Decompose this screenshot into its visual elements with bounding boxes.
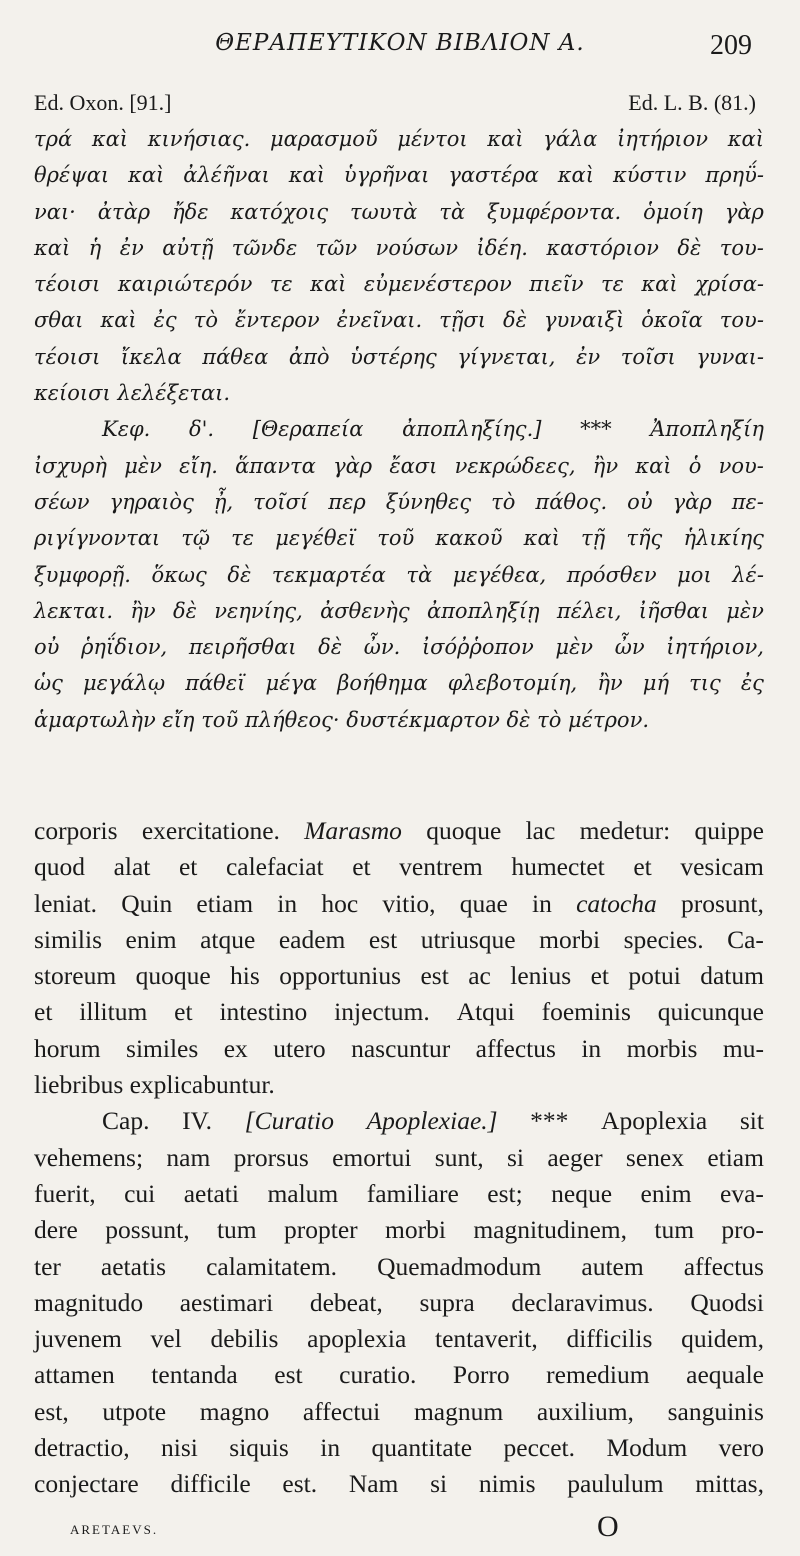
greek-text-block [34,121,764,738]
latin-text-line: liebribus explicabuntur. [34,1070,275,1100]
running-title: ΘΕΡΑΠΕΥΤΙΚΟΝ ΒΙΒΛΙΟΝ Α. [215,30,585,56]
greek-text-line: καὶ ἡ ἐν αὐτῇ τῶνδε τῶν νούσων ἰδέη. καστόριον δὲ του- [34,235,764,260]
latin-text-line: leniat. Quin etiam in hoc vitio, quae in catocha prosunt, [34,888,764,918]
greek-text-line: λεκται. ἢν δὲ νεηνίης, ἀσθενὴς ἀποπληξίῃ πέλει, ἰῆσθαι μὲν [34,598,764,623]
greek-text-line: Κεφ. δ'. [Θεραπεία ἀποπληξίης.] *** Ἀποπληξίη [102,417,764,442]
greek-text-line: ἁμαρτωλὴν εἴη τοῦ πλήθεος· δυστέκμαρτον δὲ τὸ μέτρον. [34,707,650,732]
greek-text-line: ὡς μεγάλῳ πάθεϊ μέγα βοήθημα φλεβοτομίη, ἢν μή τις ἐς [34,671,764,696]
greek-text-line: θρέψαι καὶ ἀλέῆναι καὶ ὑγρῆναι γαστέρα καὶ κύστιν πρηΰ- [34,163,764,188]
latin-text-line: horum similes ex utero nascuntur affectus in morbis mu- [34,1033,764,1063]
latin-text-line: magnitudo aestimari debeat, supra declaravimus. Quodsi [34,1287,764,1317]
latin-text-line: storeum quoque his opportunius est ac lenius et potui datum [34,961,764,991]
greek-text-line: σθαι καὶ ἐς τὸ ἔντερον ἐνεῖναι. τῇσι δὲ γυναιξὶ ὁκοῖα του- [34,308,764,333]
greek-text-line: ναι· ἀτὰρ ἤδε κατόχοις τωυτὰ τὰ ξυμφέροντα. ὁμοίη γὰρ [34,199,764,224]
latin-text-line: corporis exercitatione. Marasmo quoque lac medetur: quippe [34,816,764,845]
latin-text-line: conjectare difficile est. Nam si nimis paululum mittas, [34,1469,764,1499]
greek-text-line: οὐ ῥηΐδιον, πειρῆσθαι δὲ ὦν. ἰσόῤῥοπον μὲν ὦν ἰητήριον, [34,635,764,660]
latin-text-line: est, utpote magno affectui magnum auxilium, sanguinis [34,1396,764,1426]
latin-translation-block [34,813,764,1503]
greek-text-line: ριγίγνονται τῷ τε μεγέθεϊ τοῦ κακοῦ καὶ τῇ τῆς ἡλικίης [34,526,764,551]
latin-text-line: vehemens; nam prorsus emortui sunt, si aeger senex etiam [34,1142,764,1172]
greek-text-line: τέοισι ἴκελα πάθεα ἀπὸ ὑστέρης γίγνεται, ἐν τοῖσι γυναι- [34,344,764,369]
edition-reference-lb: Ed. L. B. (81.) [628,90,756,115]
latin-text-line: quod alat et calefaciat et ventrem humectet et vesicam [34,852,764,882]
edition-reference-oxon: Ed. Oxon. [91.] [34,90,172,115]
greek-text-line: τρά καὶ κινήσιας. μαρασμοῦ μέντοι καὶ γάλα ἰητήριον καὶ [34,127,764,151]
latin-text-line: ter aetatis calamitatem. Quemadmodum autem affectus [34,1251,764,1281]
page-number: 209 [710,30,752,61]
latin-text-line: similis enim atque eadem est utriusque morbi species. Ca- [34,924,764,954]
latin-text-line: detractio, nisi siquis in quantitate peccet. Modum vero [34,1433,764,1463]
greek-text-line: κείοισι λελέξεται. [34,381,231,406]
greek-text-line: ἰσχυρὴ μὲν εἴη. ἅπαντα γὰρ ἔασι νεκρώδεες, ἢν καὶ ὁ νου- [34,453,764,478]
gathering-mark: O [597,1510,619,1543]
latin-text-line: fuerit, cui aetati malum familiare est; neque enim eva- [34,1178,764,1208]
latin-text-line: Cap. IV. [Curatio Apoplexiae.] *** Apoplexia sit [102,1106,764,1136]
greek-text-line: σέων γηραιὸς ᾖ, τοῖσί περ ξύνηθες τὸ πάθος. οὐ γὰρ πε- [34,489,764,514]
latin-text-line: et illitum et intestino injectum. Atqui foeminis quicunque [34,997,764,1027]
latin-text-line: attamen tentanda est curatio. Porro remedium aequale [34,1360,764,1390]
signature-mark: ARETAEVS. [70,1522,159,1537]
latin-text-line: juvenem vel debilis apoplexia tentaverit, difficilis quidem, [34,1324,764,1354]
latin-text-line: dere possunt, tum propter morbi magnitudinem, tum pro- [34,1215,764,1245]
greek-text-line: τέοισι καιριώτερόν τε καὶ εὐμενέστερον πιεῖν τε καὶ χρίσα- [34,272,764,297]
greek-text-line: ξυμφορῇ. ὅκως δὲ τεκμαρτέα τὰ μεγέθεα, πρόσθεν μοι λέ- [34,562,764,587]
